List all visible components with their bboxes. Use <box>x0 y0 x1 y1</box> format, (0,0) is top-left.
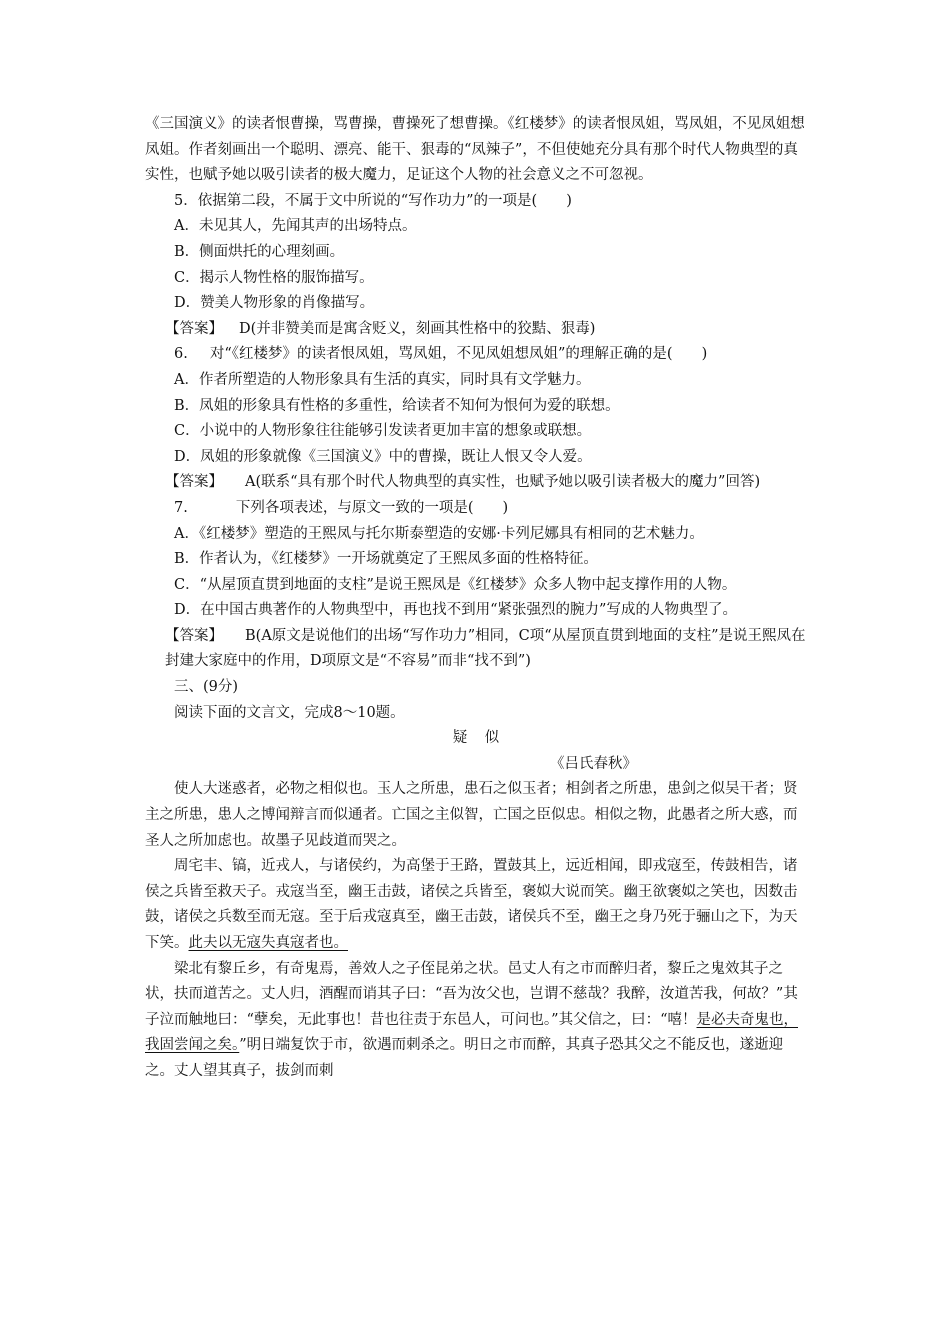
question-6-stem <box>145 342 807 368</box>
question-5-option-a: A．未见其人，先闻其声的出场特点。 <box>174 218 417 235</box>
passage-text: 梁北有黎丘乡，有奇鬼焉，善效人之子侄昆弟之状。邑丈人有之市而醉归者，黎丘之鬼效其子之状，扶而道苦之。丈人归，酒醒而诮其子曰：“吾为汝父也，岂谓不慈哉？我醉，汝道苦我，何故？”其子泣而触地曰：“孽矣，无此事也！昔也往责于东邑人，可问也。”其父信之，曰：“嘻！ <box>145 960 798 1028</box>
answer-label: 【答案】 <box>165 320 223 337</box>
question-6-option-b: B．凤姐的形象具有性格的多重性，给读者不知何为恨何为爱的联想。 <box>174 397 620 414</box>
question-number: 6. <box>174 346 188 363</box>
question-text: 对“《红楼梦》的读者恨凤姐，骂凤姐，不见凤姐想凤姐”的理解正确的是( ) <box>209 346 708 363</box>
question-6-answer <box>145 470 807 496</box>
underlined-sentence: 是必夫奇鬼也，我固尝闻之矣。 <box>145 1011 798 1054</box>
question-5-answer <box>145 317 807 343</box>
section-3-instruction: 阅读下面的文言文，完成8～10题。 <box>174 704 405 721</box>
passage-paragraph-2 <box>145 854 807 956</box>
section-3-heading: 三、(9分) <box>174 679 239 696</box>
passage-title: 疑似 <box>452 730 517 747</box>
question-7-option-c: C．“从屋顶直贯到地面的支柱”是说王熙凤是《红楼梦》众多人物中起支撑作用的人物。 <box>174 576 737 593</box>
answer-text: A(联系“具有那个时代人物典型的真实性，也赋予她以吸引读者极大的魔力”回答) <box>245 474 761 491</box>
question-number: 7. <box>174 499 188 516</box>
question-6-option-a: A．作者所塑造的人物形象具有生活的真实，同时具有文学魅力。 <box>174 371 591 388</box>
answer-text: B(A原文是说他们的出场“写作功力”相同，C项“从屋顶直贯到地面的支柱”是说王熙凤在封建大家庭中的作用，D项原文是“不容易”而非“找不到”) <box>165 627 806 670</box>
intro-paragraph: 《三国演义》的读者恨曹操，骂曹操，曹操死了想曹操。《红楼梦》的读者恨凤姐，骂凤姐，不见凤姐想凤姐。作者刻画出一个聪明、漂亮、能干、狠毒的“凤辣子”，不但使她充分具有那个时代人物典型的真实性，也赋予她以吸引读者的极大魔力，足证这个人物的社会意义之不可忽视。 <box>145 116 805 184</box>
underlined-sentence: 此夫以无寇失真寇者也。 <box>188 935 348 951</box>
question-7-stem <box>145 496 807 522</box>
passage-paragraph-3 <box>145 957 807 1085</box>
question-5-option-d: D．赞美人物形象的肖像描写。 <box>174 295 375 312</box>
passage-paragraph-1: 使人大迷惑者，必物之相似也。玉人之所患，患石之似玉者；相剑者之所患，患剑之似吴干者；贤主之所患，患人之博闻辩言而似通者。亡国之主似智，亡国之臣似忠。相似之物，此愚者之所大惑，而圣人之所加虑也。故墨子见歧道而哭之。 <box>145 781 798 849</box>
question-7-option-d: D．在中国古典著作的人物典型中，再也找不到用“紧张强烈的腕力”写成的人物典型了。 <box>174 602 737 619</box>
document-page <box>145 112 807 1085</box>
question-7-option-a: A．《红楼梦》塑造的王熙凤与托尔斯泰塑造的安娜·卡列尼娜具有相同的艺术魅力。 <box>174 525 704 542</box>
answer-text: D(并非赞美而是寓含贬义，刻画其性格中的狡黠、狠毒) <box>239 320 596 337</box>
answer-label: 【答案】 <box>165 627 223 644</box>
answer-label: 【答案】 <box>165 474 223 491</box>
question-7-option-b: B．作者认为，《红楼梦》一开场就奠定了王熙凤多面的性格特征。 <box>174 551 598 568</box>
question-5-option-b: B．侧面烘托的心理刻画。 <box>174 243 345 260</box>
question-7-answer <box>145 624 807 675</box>
question-5-stem: 5．依据第二段，不属于文中所说的“写作功力”的一项是( ) <box>174 192 572 209</box>
question-6-option-d: D．凤姐的形象就像《三国演义》中的曹操，既让人恨又令人爱。 <box>174 448 592 465</box>
passage-source: 《吕氏春秋》 <box>550 755 637 772</box>
passage-text: ”明日端复饮于市，欲遇而刺杀之。明日之市而醉，其真子恐其父之不能反也，遂逝迎之。丈人望其真子，拔剑而刺 <box>145 1037 784 1079</box>
question-5-option-c: C．揭示人物性格的服饰描写。 <box>174 269 374 286</box>
question-text: 下列各项表述，与原文一致的一项是( ) <box>235 499 509 516</box>
passage-text: 周宅丰、镐，近戎人，与诸侯约，为高堡于王路，置鼓其上，远近相闻，即戎寇至，传鼓相告，诸侯之兵皆至救天子。戎寇当至，幽王击鼓，诸侯之兵皆至，褒姒大说而笑。幽王欲褒姒之笑也，因数击鼓，诸侯之兵数至而无寇。至于后戎寇真至，幽王击鼓，诸侯兵不至，幽王之身乃死于骊山之下，为天下笑。 <box>145 858 798 951</box>
question-6-option-c: C．小说中的人物形象往往能够引发读者更加丰富的想象或联想。 <box>174 423 592 440</box>
